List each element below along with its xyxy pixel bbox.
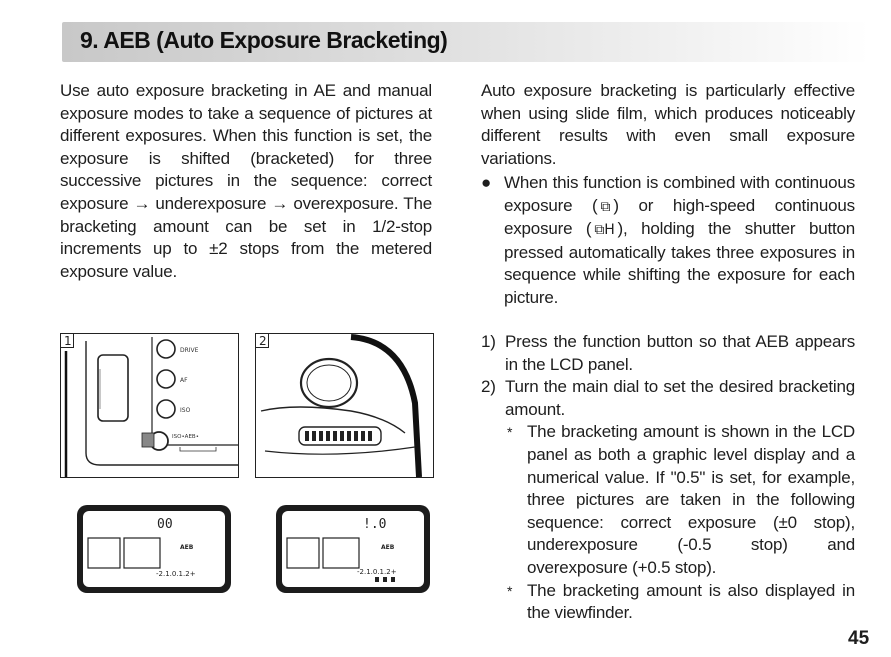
- lcd-panel-right: [275, 504, 431, 594]
- bullet-text-middle: ) or high-speed continuous exposure (: [504, 195, 855, 239]
- step-text: Press the function button so that AEB appears in the LCD panel.: [505, 332, 855, 374]
- lcd-left-value: 00: [157, 517, 173, 532]
- bullet-text-before: When this function is combined with continuous exposure (: [504, 173, 855, 215]
- continuous-drive-icon: ⧉: [600, 198, 611, 215]
- lcd-left-aeb-tag: AEB: [180, 544, 194, 551]
- lcd-panel-left: [76, 504, 232, 594]
- drive-button-label: DRIVE: [180, 347, 199, 354]
- bullet-text: [504, 172, 855, 310]
- note-text: The bracketing amount is shown in the LCD panel as both a graphic level display and a numerical value. If "0.5" is set, for example, three pictures are taken in the following sequence: correct exposure (±0 stop), underexposure (-0.5 stop) and overexposure (+0.5 stop).: [527, 422, 855, 577]
- lcd-right-drawing: [275, 504, 431, 594]
- step-number: 1): [481, 332, 496, 351]
- note-text: The bracketing amount is also displayed in the viewfinder.: [527, 580, 855, 623]
- aeb-button-label: ISO•AEB•: [172, 434, 199, 440]
- lcd-right-scale: -2.1.0.1.2+: [357, 568, 397, 576]
- lcd-left-drawing: [76, 504, 232, 594]
- note-2: [505, 580, 855, 625]
- bullet-continuous-exposure: [481, 172, 855, 310]
- step-text: Turn the main dial to set the desired bracketing amount.: [505, 377, 855, 419]
- right-intro-paragraph: Auto exposure bracketing is particularly effective when using slide film, which produces noticeably different results with even small exposure variations.: [481, 81, 855, 168]
- note-asterisk: *: [507, 582, 513, 599]
- figure-1-drawing: [60, 333, 240, 478]
- iso-button-label: ISO: [180, 407, 191, 414]
- figure-2-main-dial: [255, 333, 435, 478]
- step-number: 2): [481, 377, 496, 397]
- lcd-left-scale: -2.1.0.1.2+: [156, 570, 196, 578]
- figure-1-camera-buttons: [60, 333, 240, 478]
- figure-1-label: 1: [64, 334, 72, 348]
- lcd-right-value: !.0: [363, 517, 387, 532]
- figure-2-label: 2: [259, 334, 267, 348]
- step-2: [481, 376, 855, 421]
- left-intro-paragraph: Use auto exposure bracketing in AE and manual exposure modes to take a sequence of pictures at different exposures. When this function is set, the exposure is shifted (bracketed) for three successive pictures in the sequence: correct exposure → underexposure → overexposure. The bracketing amount can be set in 1/2-stop increments up to ±2 stops from the metered exposure value.: [60, 81, 432, 281]
- high-speed-drive-icon: ⧉H: [594, 222, 615, 239]
- bullet-text-after: ), holding the shutter button pressed automatically takes three exposures in sequence while shifting the exposure for each picture.: [504, 219, 856, 307]
- note-asterisk: *: [507, 424, 513, 441]
- page-number: 45: [848, 628, 870, 649]
- lcd-right-aeb-tag: AEB: [381, 544, 395, 551]
- steps-list: [481, 331, 855, 625]
- af-button-label: AF: [180, 377, 188, 384]
- page-title: 9. AEB (Auto Exposure Bracketing): [80, 27, 448, 53]
- step-1: [481, 331, 855, 376]
- lcd-right-level-marks: [375, 577, 395, 582]
- bullet-dot-icon: ●: [481, 173, 492, 192]
- figure-2-drawing: [255, 333, 435, 478]
- note-1: [505, 421, 855, 579]
